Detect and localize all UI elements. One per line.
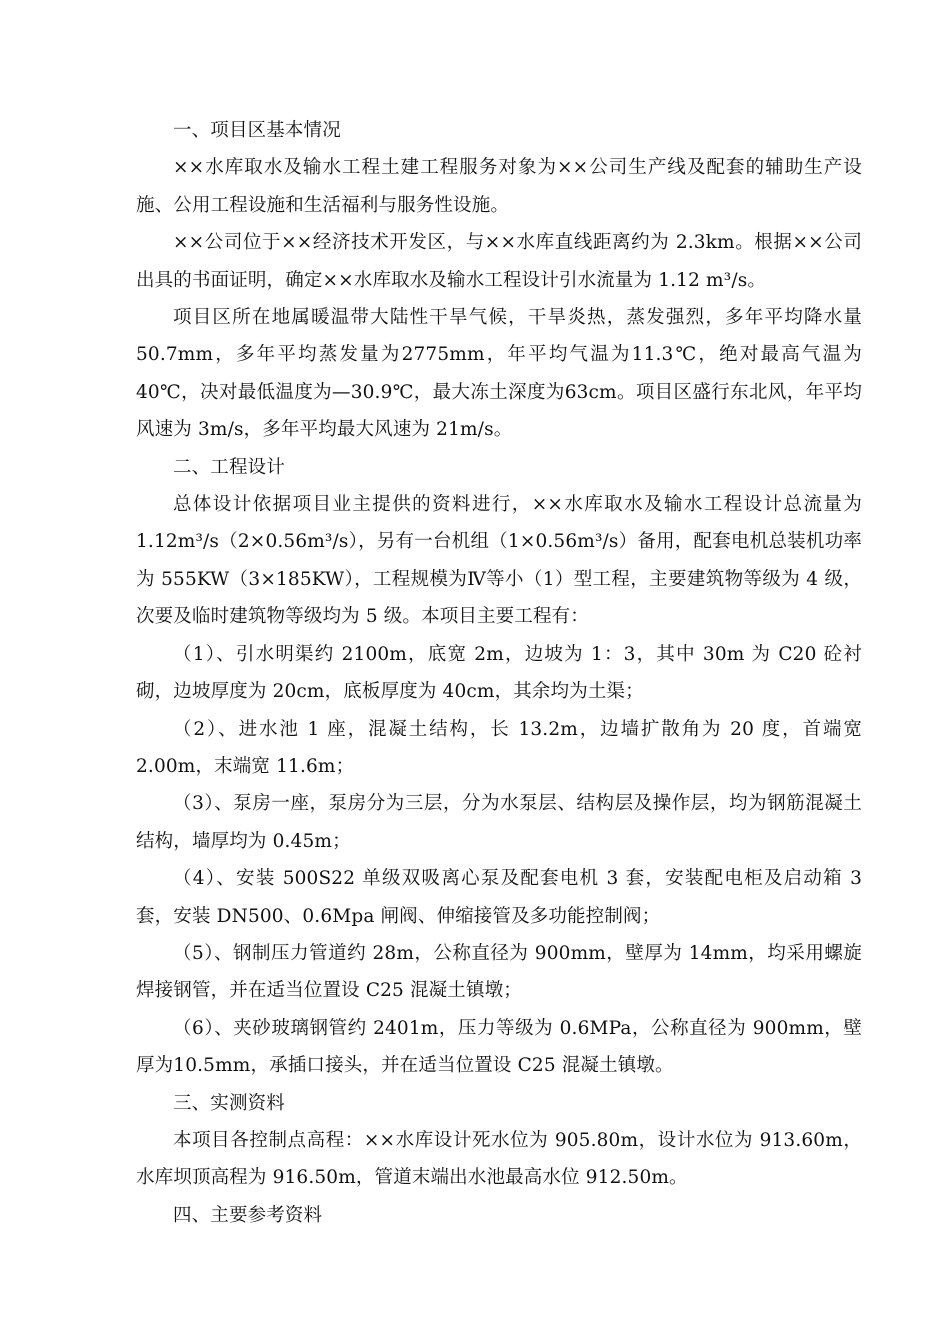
paragraph-climate: 项目区所在地属暖温带大陆性干旱气候，干旱炎热，蒸发强烈，多年平均降水量50.7mm，多年平均蒸发量为2775mm，年平均气温为11.3℃，绝对最高气温为40℃，决对最低温度为—30.9℃，最大冻土深度为63cm。项目区盛行东北风，年平均风速为 3m/s，多年平均最大风速为 21m/s。 — [136, 307, 862, 441]
section-heading-3: 三、实测资料 — [173, 1092, 285, 1114]
section-heading-1: 一、项目区基本情况 — [173, 120, 341, 141]
section-heading-4: 四、主要参考资料 — [173, 1204, 323, 1226]
paragraph-service-scope: ××水库取水及输水工程土建工程服务对象为××公司生产线及配套的辅助生产设施、公用工程设施和生活福利与服务性设施。 — [136, 157, 862, 216]
paragraph-elevations: 本项目各控制点高程：××水库设计死水位为 905.80m，设计水位为 913.60m，水库坝顶高程为 916.50m，管道末端出水池最高水位 912.50m。 — [136, 1129, 862, 1189]
paragraph-item-1: （1）、引水明渠约 2100m，底宽 2m，边坡为 1：3，其中 30m 为 C20 砼衬砌，边坡厚度为 20cm，底板厚度为 40cm，其余均为土渠； — [136, 643, 862, 703]
paragraph-item-2: （2）、进水池 1 座，混凝土结构，长 13.2m，边墙扩散角为 20 度，首端宽 2.00m，末端宽 11.6m； — [136, 718, 862, 777]
paragraph-item-6: （6）、夹砂玻璃钢管约 2401m，压力等级为 0.6MPa，公称直径为 900mm，壁厚为10.5mm，承插口接头，并在适当位置设 C25 混凝土镇墩。 — [136, 1017, 862, 1077]
paragraph-location-flow: ××公司位于××经济技术开发区，与××水库直线距离约为 2.3km。根据××公司出具的书面证明，确定××水库取水及输水工程设计引水流量为 1.12 m³/s。 — [136, 232, 862, 291]
paragraph-item-4: （4）、安装 500S22 单级双吸离心泵及配套电机 3 套，安装配电柜及启动箱 3 套，安装 DN500、0.6Mpa 闸阀、伸缩接管及多功能控制阀； — [136, 868, 862, 927]
document-body — [136, 112, 862, 1234]
paragraph-item-5: （5）、钢制压力管道约 28m，公称直径为 900mm，壁厚为 14mm，均采用螺旋焊接钢管，并在适当位置设 C25 混凝土镇墩； — [136, 942, 862, 1002]
paragraph-item-3: （3）、泵房一座，泵房分为三层，分为水泵层、结构层及操作层，均为钢筋混凝土结构，墙厚均为 0.45m； — [136, 793, 862, 852]
section-heading-2: 二、工程设计 — [173, 456, 285, 478]
paragraph-design-overview: 总体设计依据项目业主提供的资料进行，××水库取水及输水工程设计总流量为1.12m³/s（2×0.56m³/s），另有一台机组（1×0.56m³/s）备用，配套电机总装机功率为 555KW（3×185KW），工程规模为Ⅳ等小（1）型工程，主要建筑物等级为 4 级，次要及临时建筑物等级均为 5 级。本项目主要工程有： — [136, 494, 862, 628]
